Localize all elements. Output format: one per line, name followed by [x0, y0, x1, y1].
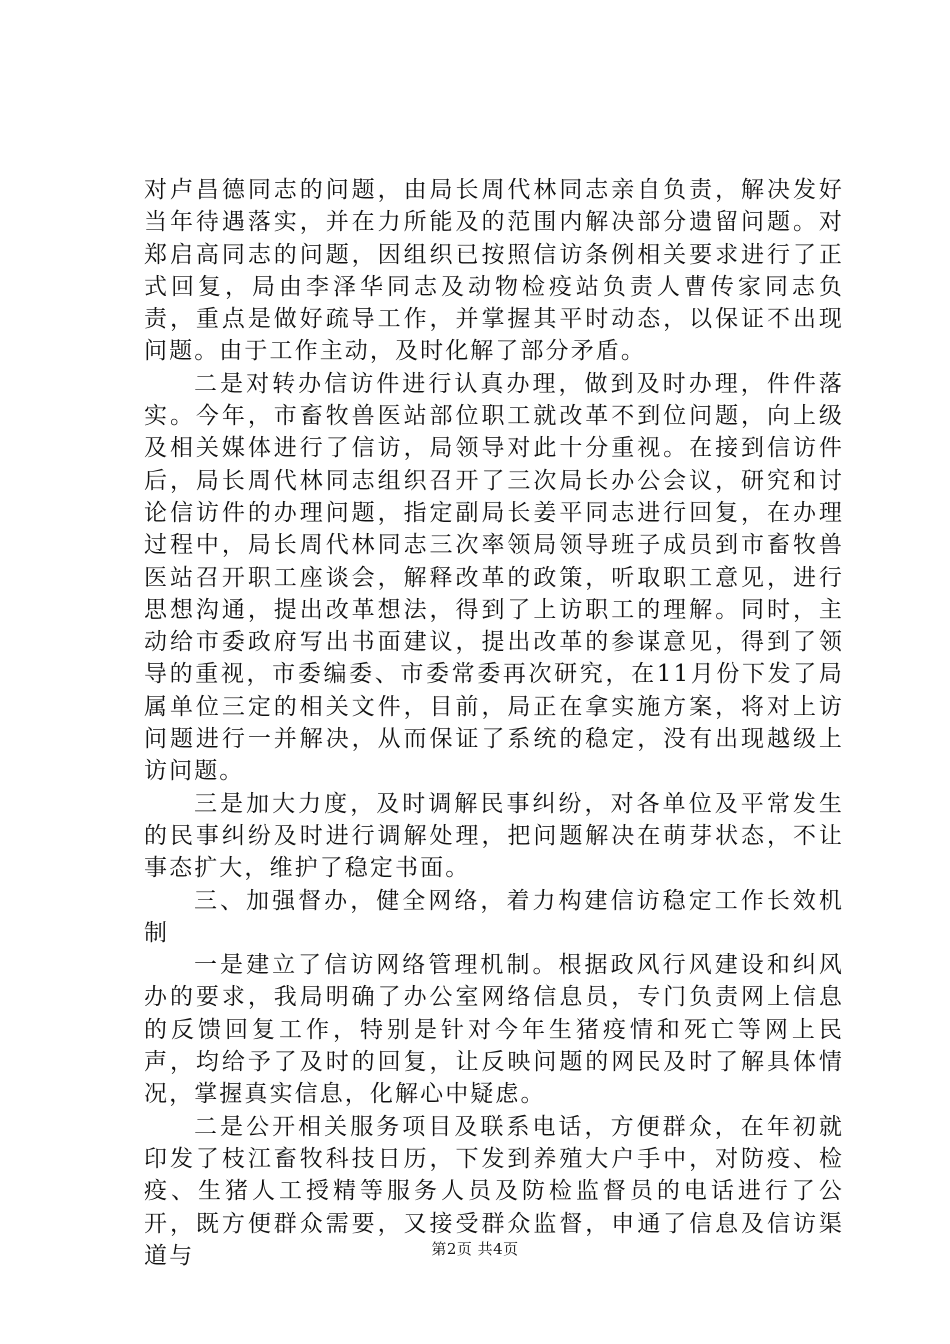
section-heading: 三、加强督办，健全网络，着力构建信访稳定工作长效机制	[144, 887, 844, 946]
paragraph-1: 对卢昌德同志的问题，由局长周代林同志亲自负责，解决发好当年待遇落实，并在力所能及的范围内解决部分遗留问题。对郑启高同志的问题，因组织已按照信访条例相关要求进行了正式回复，局由李泽华同志及动物检疫站负责人曹传家同志负责，重点是做好疏导工作，并掌握其平时动态，以保证不出现问题。由于工作主动，及时化解了部分矛盾。	[144, 177, 844, 365]
paragraph-5: 二是公开相关服务项目及联系电话，方便群众，在年初就印发了枝江畜牧科技日历，下发到养殖大户手中，对防疫、检疫、生猪人工授精等服务人员及防检监督员的电话进行了公开，既方便群众需要，又接受群众监督，申通了信息及信访渠道与	[144, 1113, 844, 1269]
document-body	[144, 174, 844, 1272]
paragraph-2: 二是对转办信访件进行认真办理，做到及时办理，件件落实。今年，市畜牧兽医站部位职工就改革不到位问题，向上级及相关媒体进行了信访，局领导对此十分重视。在接到信访件后，局长周代林同志组织召开了三次局长办公会议，研究和讨论信访件的办理问题，指定副局长姜平同志进行回复，在办理过程中，局长周代林同志三次率领局领导班子成员到市畜牧兽医站召开职工座谈会，解释改革的政策，听取职工意见，进行思想沟通，提出改革想法，得到了上访职工的理解。同时，主动给市委政府写出书面建议，提出改革的参谋意见，得到了领导的重视，市委编委、市委常委再次研究，在11月份下发了局属单位三定的相关文件，目前，局正在拿实施方案，将对上访问题进行一并解决，从而保证了系统的稳定，没有出现越级上访问题。	[144, 370, 844, 785]
paragraph-3: 三是加大力度，及时调解民事纠纷，对各单位及平常发生的民事纠纷及时进行调解处理，把问题解决在萌芽状态，不让事态扩大，维护了稳定书面。	[144, 790, 844, 882]
paragraph-4: 一是建立了信访网络管理机制。根据政风行风建设和纠风办的要求，我局明确了办公室网络信息员，专门负责网上信息的反馈回复工作，特别是针对今年生猪疫情和死亡等网上民声，均给予了及时的回复，让反映问题的网民及时了解具体情况，掌握真实信息，化解心中疑虑。	[144, 952, 844, 1108]
page-number: 第2页 共4页	[431, 1240, 519, 1258]
